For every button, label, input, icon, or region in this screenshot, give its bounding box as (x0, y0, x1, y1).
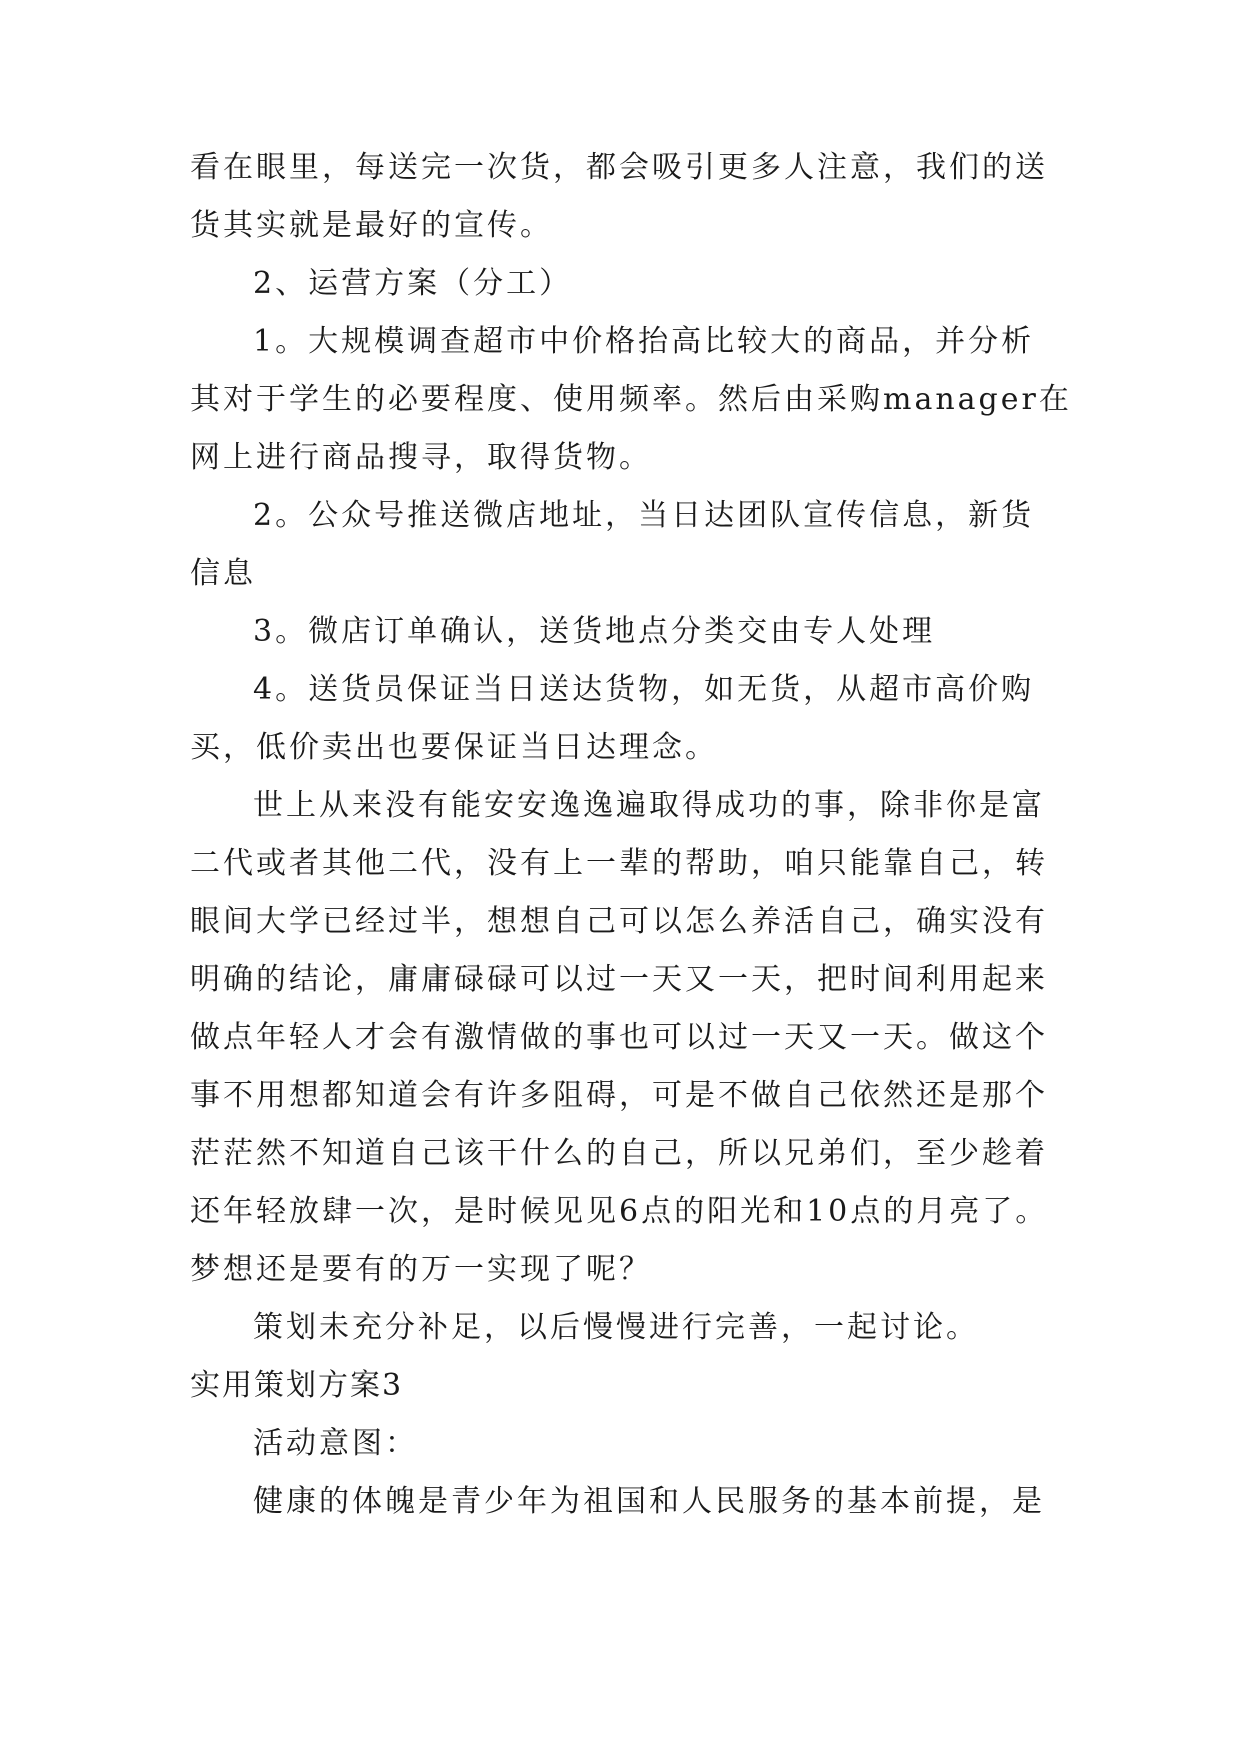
text-line: 事不用想都知道会有许多阻碍，可是不做自己依然还是那个 (190, 1078, 1048, 1113)
text-line: 眼间大学已经过半，想想自己可以怎么养活自己，确实没有 (190, 904, 1048, 939)
text-line: 明确的结论，庸庸碌碌可以过一天又一天，把时间利用起来 (190, 962, 1048, 997)
text-line: 二代或者其他二代，没有上一辈的帮助，咱只能靠自己，转 (190, 846, 1048, 881)
text-line: 看在眼里，每送完一次货，都会吸引更多人注意，我们的送 (190, 150, 1048, 185)
text-line: 买，低价卖出也要保证当日达理念。 (190, 730, 718, 765)
text-line: 策划未充分补足，以后慢慢进行完善，一起讨论。 (253, 1310, 979, 1345)
text-line: 2。公众号推送微店地址，当日达团队宣传信息，新货 (253, 498, 1035, 533)
text-line: 货其实就是最好的宣传。 (190, 208, 553, 243)
text-line: 健康的体魄是青少年为祖国和人民服务的基本前提，是 (253, 1484, 1045, 1519)
section-heading: 2、运营方案（分工） (253, 266, 573, 301)
text-line: 梦想还是要有的万一实现了呢？ (190, 1252, 652, 1287)
text-line: 3。微店订单确认，送货地点分类交由专人处理 (253, 614, 936, 649)
text-line: 信息 (190, 556, 256, 591)
text-line: 活动意图： (253, 1426, 418, 1461)
text-line: 茫茫然不知道自己该干什么的自己，所以兄弟们，至少趁着 (190, 1136, 1048, 1171)
text-line: 其对于学生的必要程度、使用频率。然后由采购manager在 (190, 382, 1072, 417)
section-title: 实用策划方案3 (190, 1368, 404, 1403)
text-line: 1。大规模调查超市中价格抬高比较大的商品，并分析 (253, 324, 1035, 359)
text-line: 还年轻放肆一次，是时候见见6点的阳光和10点的月亮了。 (190, 1194, 1049, 1229)
text-line: 世上从来没有能安安逸逸遍取得成功的事，除非你是富 (253, 788, 1045, 823)
text-line: 4。送货员保证当日送达货物，如无货，从超市高价购 (253, 672, 1035, 707)
text-line: 网上进行商品搜寻，取得货物。 (190, 440, 652, 475)
text-line: 做点年轻人才会有激情做的事也可以过一天又一天。做这个 (190, 1020, 1048, 1055)
